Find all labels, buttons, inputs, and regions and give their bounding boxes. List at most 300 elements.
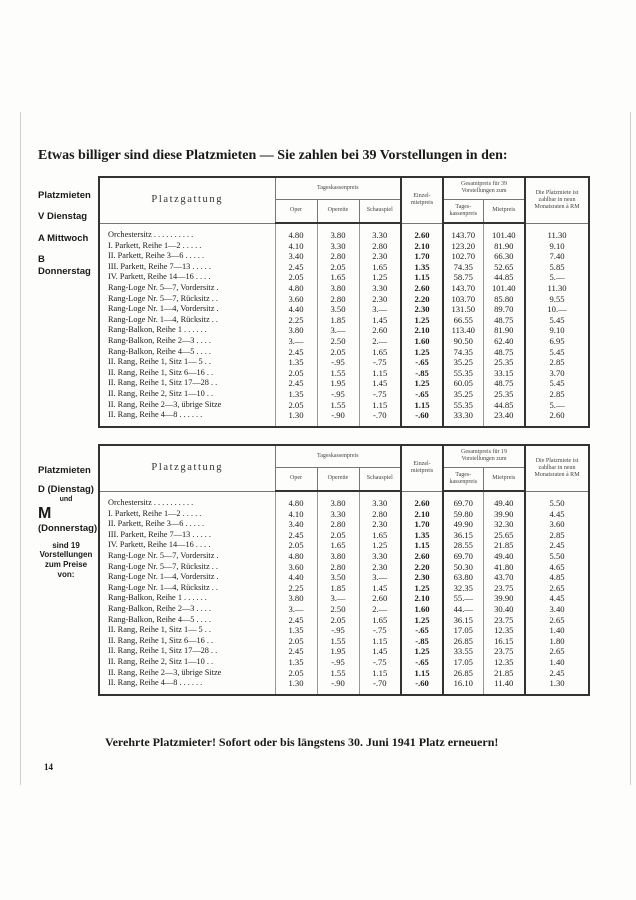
price-operette: 2.05 — [317, 262, 359, 273]
price-schauspiel: -.75 — [359, 657, 401, 668]
einzelmietpreis: -.65 — [401, 357, 443, 368]
price-schauspiel: 3.30 — [359, 551, 401, 562]
monatsrate: 5.45 — [525, 378, 589, 389]
header-mietpreis: Mietpreis — [483, 467, 525, 491]
price-oper: 3.40 — [275, 519, 317, 530]
seat-category: Rang-Balkon, Reihe 4—5 . . . . — [108, 614, 212, 624]
price-oper: 2.05 — [275, 668, 317, 679]
table-row — [99, 668, 589, 679]
page-edge-right — [630, 112, 631, 785]
price-operette: 1.85 — [317, 583, 359, 594]
price-schauspiel: 3.30 — [359, 491, 401, 509]
monatsrate: 3.40 — [525, 604, 589, 615]
header-schauspiel: Schauspiel — [359, 199, 401, 223]
price-operette: 2.80 — [317, 562, 359, 573]
gesamt-mietpreis: 12.35 — [483, 657, 525, 668]
monatsrate: 2.85 — [525, 389, 589, 400]
gesamt-mietpreis: 16.15 — [483, 636, 525, 647]
table-row — [99, 410, 589, 427]
einzelmietpreis: 2.10 — [401, 593, 443, 604]
gesamt-mietpreis: 33.15 — [483, 368, 525, 379]
price-operette: 1.65 — [317, 540, 359, 551]
monatsrate: 3.60 — [525, 519, 589, 530]
price-schauspiel: 1.65 — [359, 262, 401, 273]
side-d: D (Dienstag) — [38, 484, 94, 496]
seat-category: III. Parkett, Reihe 7—13 . . . . . — [108, 529, 211, 539]
page-number: 14 — [44, 762, 53, 772]
monatsrate: 5.50 — [525, 551, 589, 562]
price-operette: 1.55 — [317, 368, 359, 379]
monatsrate: 2.85 — [525, 357, 589, 368]
gesamt-mietpreis: 49.40 — [483, 491, 525, 509]
monatsrate: 11.30 — [525, 283, 589, 294]
price-operette: 3.80 — [317, 491, 359, 509]
monatsrate: 2.45 — [525, 668, 589, 679]
price-operette: -.90 — [317, 678, 359, 695]
gesamt-mietpreis: 49.40 — [483, 551, 525, 562]
price-oper: 4.10 — [275, 241, 317, 252]
table-row — [99, 347, 589, 358]
header-raten: Die Platzmiete ist zahlbar in neun Monatsraten à RM — [525, 177, 589, 223]
einzelmietpreis: 2.20 — [401, 294, 443, 305]
einzelmietpreis: 2.60 — [401, 491, 443, 509]
gesamt-tageskasse: 143.70 — [443, 223, 483, 241]
seat-category: II. Rang, Reihe 1, Sitz 6—16 . . — [108, 367, 214, 377]
seat-category: III. Parkett, Reihe 7—13 . . . . . — [108, 261, 211, 271]
price-oper: 2.45 — [275, 262, 317, 273]
header-operette: Operette — [317, 467, 359, 491]
seat-category: Rang-Balkon, Reihe 1 . . . . . . — [108, 325, 207, 335]
side-donnerstag: (Donnerstag) — [38, 523, 98, 535]
seat-category: I. Parkett, Reihe 1—2 . . . . . — [108, 240, 202, 250]
price-schauspiel: 2.80 — [359, 241, 401, 252]
price-operette: -.90 — [317, 410, 359, 427]
gesamt-tageskasse: 17.05 — [443, 657, 483, 668]
price-operette: -.95 — [317, 657, 359, 668]
price-oper: 2.05 — [275, 636, 317, 647]
price-oper: 4.40 — [275, 304, 317, 315]
price-operette: -.95 — [317, 389, 359, 400]
price-oper: 4.80 — [275, 491, 317, 509]
price-oper: 3.— — [275, 604, 317, 615]
seat-category: Rang-Loge Nr. 1—4, Vordersitz . — [108, 572, 219, 582]
table-row — [99, 262, 589, 273]
table-row — [99, 491, 589, 509]
price-oper: 3.80 — [275, 593, 317, 604]
price-schauspiel: 1.25 — [359, 540, 401, 551]
monatsrate: 4.45 — [525, 509, 589, 520]
price-operette: 1.95 — [317, 378, 359, 389]
gesamt-mietpreis: 101.40 — [483, 283, 525, 294]
price-schauspiel: 1.45 — [359, 646, 401, 657]
einzelmietpreis: 1.25 — [401, 378, 443, 389]
table-row — [99, 283, 589, 294]
price-oper: 4.10 — [275, 509, 317, 520]
seat-category: II. Rang, Reihe 4—8 . . . . . . — [108, 678, 203, 688]
einzelmietpreis: 1.35 — [401, 530, 443, 541]
gesamt-tageskasse: 26.85 — [443, 636, 483, 647]
gesamt-tageskasse: 123.20 — [443, 241, 483, 252]
price-schauspiel: 1.65 — [359, 347, 401, 358]
table-row — [99, 551, 589, 562]
monatsrate: 2.85 — [525, 530, 589, 541]
gesamt-tageskasse: 103.70 — [443, 294, 483, 305]
price-schauspiel: 2.80 — [359, 509, 401, 520]
gesamt-mietpreis: 32.30 — [483, 519, 525, 530]
price-oper: 3.40 — [275, 251, 317, 262]
gesamt-tageskasse: 36.15 — [443, 615, 483, 626]
table-row — [99, 400, 589, 411]
price-schauspiel: 1.15 — [359, 636, 401, 647]
price-schauspiel: 1.45 — [359, 315, 401, 326]
seat-category: II. Rang, Reihe 2, Sitz 1—10 . . — [108, 388, 214, 398]
price-oper: 4.40 — [275, 572, 317, 583]
gesamt-tageskasse: 50.30 — [443, 562, 483, 573]
gesamt-mietpreis: 89.70 — [483, 304, 525, 315]
seat-category: II. Rang, Reihe 2, Sitz 1—10 . . — [108, 656, 214, 666]
einzelmietpreis: 1.25 — [401, 315, 443, 326]
seat-category: II. Parkett, Reihe 3—6 . . . . . — [108, 519, 205, 529]
table-row — [99, 315, 589, 326]
price-operette: 2.80 — [317, 294, 359, 305]
price-oper: 2.25 — [275, 315, 317, 326]
price-oper: 1.35 — [275, 389, 317, 400]
page-title: Etwas billiger sind diese Platzmieten — Sie zahlen bei 39 Vorstellungen in den: — [38, 148, 508, 163]
gesamt-mietpreis: 11.40 — [483, 678, 525, 695]
monatsrate: 1.40 — [525, 625, 589, 636]
seat-category: Rang-Balkon, Reihe 1 . . . . . . — [108, 593, 207, 603]
monatsrate: 2.60 — [525, 410, 589, 427]
einzelmietpreis: 2.30 — [401, 304, 443, 315]
seat-category: I. Parkett, Reihe 1—2 . . . . . — [108, 508, 202, 518]
price-operette: 3.80 — [317, 223, 359, 241]
price-oper: 1.35 — [275, 357, 317, 368]
monatsrate: 5.— — [525, 272, 589, 283]
gesamt-tageskasse: 74.35 — [443, 347, 483, 358]
gesamt-mietpreis: 48.75 — [483, 347, 525, 358]
table-row — [99, 251, 589, 262]
seat-category: Orchestersitz . . . . . . . . . . — [108, 229, 194, 239]
table-row — [99, 615, 589, 626]
header-tageskassenpreis: Tageskassenpreis — [275, 445, 401, 467]
seat-category: Rang-Loge Nr. 1—4, Vordersitz . — [108, 304, 219, 314]
einzelmietpreis: -.65 — [401, 657, 443, 668]
header-tageskassenpreis: Tageskassenpreis — [275, 177, 401, 199]
price-operette: 2.80 — [317, 251, 359, 262]
gesamt-tageskasse: 55.— — [443, 593, 483, 604]
gesamt-mietpreis: 23.40 — [483, 410, 525, 427]
gesamt-mietpreis: 25.35 — [483, 389, 525, 400]
price-oper: 1.30 — [275, 678, 317, 695]
gesamt-tageskasse: 26.85 — [443, 668, 483, 679]
header-einzelmietpreis: Einzel-mietpreis — [401, 445, 443, 491]
seat-category: Rang-Loge Nr. 1—4, Rücksitz . . — [108, 314, 218, 324]
monatsrate: 5.85 — [525, 262, 589, 273]
seat-category: Rang-Loge Nr. 5—7, Vordersitz . — [108, 282, 219, 292]
table-row — [99, 583, 589, 594]
gesamt-mietpreis: 39.90 — [483, 593, 525, 604]
side-b: B Donnerstag — [38, 254, 91, 277]
seat-category: II. Rang, Reihe 1, Sitz 1— 5 . . — [108, 357, 212, 367]
price-schauspiel: 2.— — [359, 336, 401, 347]
table-row — [99, 636, 589, 647]
price-operette: 2.05 — [317, 615, 359, 626]
price-schauspiel: 3.— — [359, 572, 401, 583]
header-gesamtpreis: Gesamtpreis für 19 Vorstellungen zum — [443, 445, 525, 467]
table-row — [99, 678, 589, 695]
seat-category: Rang-Balkon, Reihe 4—5 . . . . — [108, 346, 212, 356]
monatsrate: 9.10 — [525, 325, 589, 336]
price-schauspiel: 2.— — [359, 604, 401, 615]
seat-category: Rang-Loge Nr. 5—7, Vordersitz . — [108, 550, 219, 560]
monatsrate: 1.40 — [525, 657, 589, 668]
price-oper: 3.80 — [275, 325, 317, 336]
monatsrate: 9.10 — [525, 241, 589, 252]
side-m: M — [38, 505, 52, 523]
price-schauspiel: -.70 — [359, 410, 401, 427]
table-row — [99, 625, 589, 636]
gesamt-mietpreis: 52.65 — [483, 262, 525, 273]
price-schauspiel: 2.30 — [359, 562, 401, 573]
einzelmietpreis: -.60 — [401, 678, 443, 695]
gesamt-tageskasse: 55.35 — [443, 368, 483, 379]
gesamt-tageskasse: 69.70 — [443, 491, 483, 509]
gesamt-mietpreis: 23.75 — [483, 615, 525, 626]
gesamt-mietpreis: 25.35 — [483, 357, 525, 368]
price-operette: -.95 — [317, 357, 359, 368]
seat-category: II. Rang, Reihe 1, Sitz 17—28 . . — [108, 646, 218, 656]
header-operette: Operette — [317, 199, 359, 223]
table-row — [99, 378, 589, 389]
header-tages-kassenpreis: Tages-kassenpreis — [443, 199, 483, 223]
price-operette: 3.— — [317, 325, 359, 336]
gesamt-mietpreis: 48.75 — [483, 378, 525, 389]
header-oper: Oper — [275, 199, 317, 223]
price-operette: 2.50 — [317, 604, 359, 615]
monatsrate: 2.65 — [525, 583, 589, 594]
gesamt-tageskasse: 17.05 — [443, 625, 483, 636]
einzelmietpreis: 1.15 — [401, 400, 443, 411]
gesamt-tageskasse: 90.50 — [443, 336, 483, 347]
monatsrate: 11.30 — [525, 223, 589, 241]
einzelmietpreis: 1.60 — [401, 336, 443, 347]
monatsrate: 6.95 — [525, 336, 589, 347]
price-table-19 — [98, 444, 590, 696]
table-header — [99, 177, 589, 223]
einzelmietpreis: -.85 — [401, 636, 443, 647]
price-schauspiel: -.75 — [359, 357, 401, 368]
gesamt-mietpreis: 41.80 — [483, 562, 525, 573]
table-row — [99, 272, 589, 283]
header-mietpreis: Mietpreis — [483, 199, 525, 223]
gesamt-tageskasse: 49.90 — [443, 519, 483, 530]
einzelmietpreis: 1.25 — [401, 347, 443, 358]
monatsrate: 4.45 — [525, 593, 589, 604]
table-row — [99, 593, 589, 604]
price-operette: 1.65 — [317, 272, 359, 283]
monatsrate: 2.65 — [525, 646, 589, 657]
gesamt-mietpreis: 48.75 — [483, 315, 525, 326]
gesamt-tageskasse: 143.70 — [443, 283, 483, 294]
einzelmietpreis: -.85 — [401, 368, 443, 379]
price-oper: 4.80 — [275, 551, 317, 562]
price-oper: 4.80 — [275, 283, 317, 294]
gesamt-mietpreis: 30.40 — [483, 604, 525, 615]
price-table-39 — [98, 176, 590, 428]
gesamt-tageskasse: 28.55 — [443, 540, 483, 551]
price-oper: 1.30 — [275, 410, 317, 427]
table-row — [99, 540, 589, 551]
price-schauspiel: 2.60 — [359, 593, 401, 604]
seat-category: II. Parkett, Reihe 3—6 . . . . . — [108, 251, 205, 261]
price-oper: 2.05 — [275, 540, 317, 551]
side-note: sind 19 Vorstellungen zum Preise von: — [39, 540, 93, 579]
price-operette: 1.95 — [317, 646, 359, 657]
seat-category: II. Rang, Reihe 2—3, übrige Sitze — [108, 399, 222, 409]
price-schauspiel: 2.30 — [359, 294, 401, 305]
table-row — [99, 530, 589, 541]
einzelmietpreis: 2.30 — [401, 572, 443, 583]
seat-category: Rang-Loge Nr. 5—7, Rücksitz . . — [108, 293, 218, 303]
einzelmietpreis: 2.10 — [401, 241, 443, 252]
table-row — [99, 562, 589, 573]
footer-notice: Verehrte Platzmieter! Sofort oder bis längstens 30. Juni 1941 Platz erneuern! — [105, 735, 499, 749]
gesamt-tageskasse: 58.75 — [443, 272, 483, 283]
price-schauspiel: -.70 — [359, 678, 401, 695]
einzelmietpreis: -.65 — [401, 625, 443, 636]
side-v: V Dienstag — [38, 211, 88, 223]
header-schauspiel: Schauspiel — [359, 467, 401, 491]
table-row — [99, 509, 589, 520]
seat-category: IV. Parkett, Reihe 14—16 . . . . — [108, 272, 211, 282]
price-operette: 2.80 — [317, 519, 359, 530]
monatsrate: 5.45 — [525, 315, 589, 326]
table-row — [99, 657, 589, 668]
price-operette: 3.30 — [317, 509, 359, 520]
table-row — [99, 646, 589, 657]
price-oper: 2.45 — [275, 615, 317, 626]
gesamt-mietpreis: 66.30 — [483, 251, 525, 262]
price-oper: 2.45 — [275, 378, 317, 389]
gesamt-mietpreis: 44.85 — [483, 272, 525, 283]
gesamt-mietpreis: 39.90 — [483, 509, 525, 520]
price-oper: 2.45 — [275, 347, 317, 358]
price-schauspiel: 1.15 — [359, 668, 401, 679]
einzelmietpreis: 1.70 — [401, 251, 443, 262]
gesamt-tageskasse: 74.35 — [443, 262, 483, 273]
price-operette: 1.55 — [317, 400, 359, 411]
gesamt-tageskasse: 69.70 — [443, 551, 483, 562]
header-einzelmietpreis: Einzel-mietpreis — [401, 177, 443, 223]
gesamt-mietpreis: 81.90 — [483, 241, 525, 252]
gesamt-mietpreis: 43.70 — [483, 572, 525, 583]
header-platzgattung: Platzgattung — [99, 445, 275, 491]
price-schauspiel: -.75 — [359, 625, 401, 636]
einzelmietpreis: -.65 — [401, 389, 443, 400]
price-schauspiel: 1.45 — [359, 378, 401, 389]
price-oper: 2.05 — [275, 368, 317, 379]
price-schauspiel: 2.30 — [359, 251, 401, 262]
einzelmietpreis: 1.25 — [401, 646, 443, 657]
page-edge-left — [20, 112, 21, 785]
price-oper: 2.05 — [275, 272, 317, 283]
price-operette: 2.05 — [317, 347, 359, 358]
gesamt-mietpreis: 44.85 — [483, 400, 525, 411]
price-oper: 4.80 — [275, 223, 317, 241]
table-row — [99, 241, 589, 252]
table-row — [99, 325, 589, 336]
seat-category: Rang-Balkon, Reihe 2—3 . . . . — [108, 603, 212, 613]
monatsrate: 1.30 — [525, 678, 589, 695]
einzelmietpreis: 2.20 — [401, 562, 443, 573]
einzelmietpreis: 2.60 — [401, 223, 443, 241]
monatsrate: 5.45 — [525, 347, 589, 358]
table-row — [99, 519, 589, 530]
price-schauspiel: 2.30 — [359, 519, 401, 530]
gesamt-tageskasse: 44.— — [443, 604, 483, 615]
seat-category: II. Rang, Reihe 1, Sitz 17—28 . . — [108, 378, 218, 388]
price-oper: 1.35 — [275, 625, 317, 636]
side-label-1 — [38, 190, 94, 277]
side-heading: Platzmieten — [38, 465, 91, 476]
gesamt-mietpreis: 81.90 — [483, 325, 525, 336]
price-schauspiel: 3.— — [359, 304, 401, 315]
price-operette: 1.85 — [317, 315, 359, 326]
einzelmietpreis: 2.60 — [401, 551, 443, 562]
table-header — [99, 445, 589, 491]
gesamt-mietpreis: 85.80 — [483, 294, 525, 305]
gesamt-tageskasse: 55.35 — [443, 400, 483, 411]
monatsrate: 9.55 — [525, 294, 589, 305]
monatsrate: 7.40 — [525, 251, 589, 262]
price-schauspiel: 3.30 — [359, 283, 401, 294]
header-raten: Die Platzmiete ist zahlbar in neun Monatsraten à RM — [525, 445, 589, 491]
price-operette: 3.50 — [317, 304, 359, 315]
monatsrate: 1.80 — [525, 636, 589, 647]
einzelmietpreis: 1.60 — [401, 604, 443, 615]
gesamt-mietpreis: 21.85 — [483, 668, 525, 679]
gesamt-tageskasse: 33.55 — [443, 646, 483, 657]
seat-category: Orchestersitz . . . . . . . . . . — [108, 497, 194, 507]
price-operette: 2.05 — [317, 530, 359, 541]
price-oper: 3.60 — [275, 294, 317, 305]
einzelmietpreis: 1.70 — [401, 519, 443, 530]
side-a: A Mittwoch — [38, 232, 89, 244]
header-oper: Oper — [275, 467, 317, 491]
gesamt-mietpreis: 101.40 — [483, 223, 525, 241]
price-oper: 2.45 — [275, 530, 317, 541]
seat-category: II. Rang, Reihe 2—3, übrige Sitze — [108, 667, 222, 677]
gesamt-tageskasse: 36.15 — [443, 530, 483, 541]
price-schauspiel: 2.60 — [359, 325, 401, 336]
monatsrate: 5.50 — [525, 491, 589, 509]
side-und: und — [59, 495, 73, 503]
table-row — [99, 357, 589, 368]
monatsrate: 3.70 — [525, 368, 589, 379]
einzelmietpreis: 1.25 — [401, 583, 443, 594]
price-operette: 3.— — [317, 593, 359, 604]
price-schauspiel: 1.65 — [359, 615, 401, 626]
gesamt-mietpreis: 62.40 — [483, 336, 525, 347]
price-oper: 3.60 — [275, 562, 317, 573]
seat-category: II. Rang, Reihe 1, Sitz 1— 5 . . — [108, 625, 212, 635]
table-row — [99, 336, 589, 347]
header-gesamtpreis: Gesamtpreis für 39 Vorstellungen zum — [443, 177, 525, 199]
price-operette: 2.50 — [317, 336, 359, 347]
seat-category: IV. Parkett, Reihe 14—16 . . . . — [108, 540, 211, 550]
price-schauspiel: 3.30 — [359, 223, 401, 241]
price-oper: 2.05 — [275, 400, 317, 411]
